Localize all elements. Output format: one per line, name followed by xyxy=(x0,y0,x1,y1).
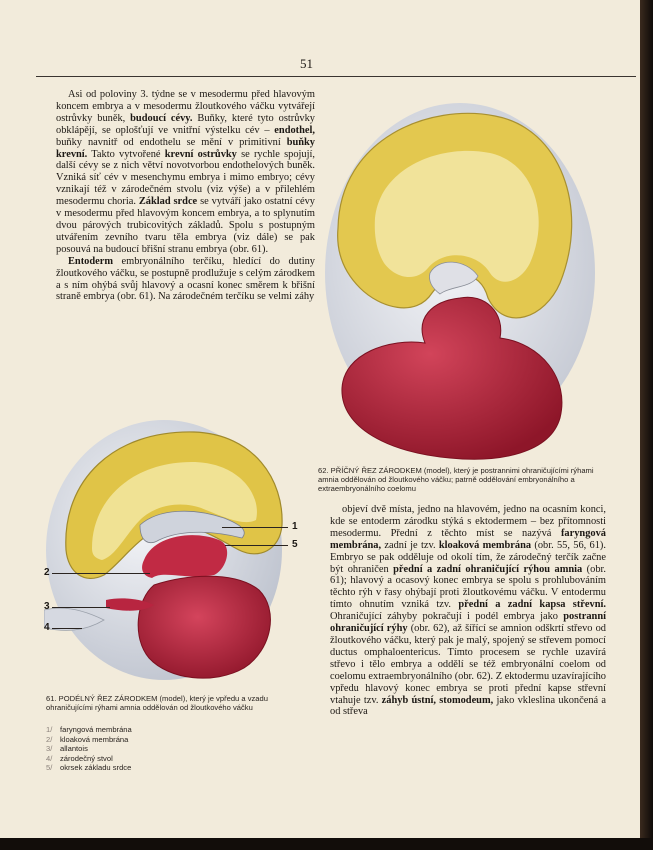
page-bottom-edge xyxy=(0,838,653,850)
bold-term: faryngová membrána, xyxy=(330,527,606,551)
text-run: buňky navnitř od endothelu se mění v primitivní xyxy=(56,136,287,148)
label-5-leader xyxy=(225,545,288,546)
figure-61-label-3: 3 xyxy=(44,601,50,612)
label-3-leader xyxy=(52,607,110,608)
legend-item: 5/ okrsek základu srdce xyxy=(46,763,132,773)
text-run: embryonálního terčíku, hledící do dutiny žloutkového váčku, se postupně prodlužuje s celým zárodkem a s ním ohýbá svůj hlavový a ocasní konec směrem k břišní straně embrya (obr. 61). Na zárodečném terčíku se velmi záhy xyxy=(56,255,315,303)
bold-term: buňky krevní. xyxy=(56,136,315,160)
bold-term: kloaková membrána xyxy=(438,539,532,551)
bold-term: budoucí cévy. xyxy=(130,112,193,124)
figure-61-label-4: 4 xyxy=(44,622,50,633)
figure-61-label-5: 5 xyxy=(292,539,298,550)
label-1-leader xyxy=(222,527,288,528)
figure-61-caption: 61. PODÉLNÝ ŘEZ ZÁRODKEM (model), který je vpředu a vzadu ohraničujícími rýhami amnia oddělován od žloutkového váčku xyxy=(46,694,268,713)
bold-term: přední a zadní kapsa střevní. xyxy=(458,599,606,611)
legend-item: 2/ kloaková membrána xyxy=(46,734,129,744)
text-run: (obr. 61); hlavový a ocasový konec embrya se spolu s prohlubováním těchto rýh v řasy ohýbají proti žloutkovému váčku. V entodermu tímto ohnutím vzniká tzv. xyxy=(330,563,606,611)
left-column-text xyxy=(56,89,315,303)
figure-61-label-1: 1 xyxy=(292,521,298,532)
yolk-sac-red xyxy=(138,576,270,678)
figure-61-legend xyxy=(46,725,132,773)
paragraph xyxy=(330,504,606,718)
figure-61-label-2: 2 xyxy=(44,567,50,578)
text-run: se rychle spojují, další cévy se z nich větví novotvorbou endothelových buněk. Vzniká síť cév v mesenchymu embrya i mimo embryo; cévy vznikají též v zárodečném stvolu (viz výše) a v přilehlém mesodermu choria. xyxy=(56,148,315,208)
right-column-text xyxy=(330,504,606,718)
bold-term: krevní ostrůvky xyxy=(164,148,237,160)
text-run: (obr. 55, 56, 61). Embryo se pak odděluje od okolí tím, že zárodečný terčík začne být ohraničen xyxy=(330,539,606,575)
text-run: Asi od poloviny 3. týdne se v mesodermu před hlavovým koncem embrya a v mesodermu žloutkového váčku vytvářejí ostrůvky buněk, xyxy=(56,89,315,124)
legend-item: 4/ zárodečný stvol xyxy=(46,753,113,763)
text-run: zadní je tzv. xyxy=(381,539,439,551)
text-run: Buňky, které tyto ostrůvky obklápějí, se oplošťují ve vnitřní výstelku cév – xyxy=(56,112,316,136)
text-run: jako vkleslina ukončená a od střeva xyxy=(330,694,606,718)
text-run: (obr. 62), až šířící se amnion odškrtí střevo od žloutkového váčku, který pak je malý, spojený se střevem pomocí ductus omphaloentericus. Tímto procesem se rychle uzavírá střevo i tělo embrya a oddělí se též embryonální coelom od coelomu extraembryonálního (obr. 62). Z ektodermu uzavírajícího vpředu hlavový konec embrya se proti přední kapse střevní vtahuje tzv. xyxy=(330,623,606,706)
book-spine-shadow xyxy=(640,0,653,850)
page-number: 51 xyxy=(300,56,313,71)
paragraph xyxy=(56,256,315,304)
text-run: Takto vytvořené xyxy=(87,148,165,160)
text-run: Ohraničující záhyby pokračují i podél embrya jako xyxy=(330,611,564,623)
bold-term: přední a zadní ohraničující rýhou amnia xyxy=(393,563,583,575)
figure-61-longitudinal-section xyxy=(44,400,314,685)
bold-term: záhyb ústní, stomodeum, xyxy=(381,694,494,706)
bold-term: Základ srdce xyxy=(138,196,198,208)
bold-term: Entoderm xyxy=(68,255,114,267)
label-4-leader xyxy=(52,628,82,629)
text-run: se vytváří jako ostatní cévy v mesodermu před hlavovým koncem embrya, a to splynutím dvou párových trubicovitých základů. Spolu s postupným utvářením zevního tvaru těla embrya (viz dále) se pak posouvá na budoucí břišní stranu embrya (obr. 61). xyxy=(56,196,315,255)
text-run: objeví dvě místa, jedno na hlavovém, jedno na ocasním konci, kde se entoderm zárodku stýká s ektodermem – bez přítomnosti mesodermu. Přední z těchto míst se nazývá xyxy=(330,504,606,539)
paragraph xyxy=(56,89,315,256)
bold-term: endothel, xyxy=(274,124,315,136)
label-2-leader xyxy=(52,573,150,574)
header-rule xyxy=(36,76,636,77)
bold-term: postranní ohraničující rýhy xyxy=(330,611,606,635)
figure-62-cross-section xyxy=(320,98,600,468)
legend-item: 3/ allantois xyxy=(46,744,88,754)
figure-62-caption: 62. PŘÍČNÝ ŘEZ ZÁRODKEM (model), který je postrannimi ohraničujícími rýhami amnia oddělován od žloutkového váčku; patrně oddělování embryonálního a extraembryonálního coelomu xyxy=(318,466,594,494)
legend-item: 1/ faryngová membrána xyxy=(46,725,132,734)
